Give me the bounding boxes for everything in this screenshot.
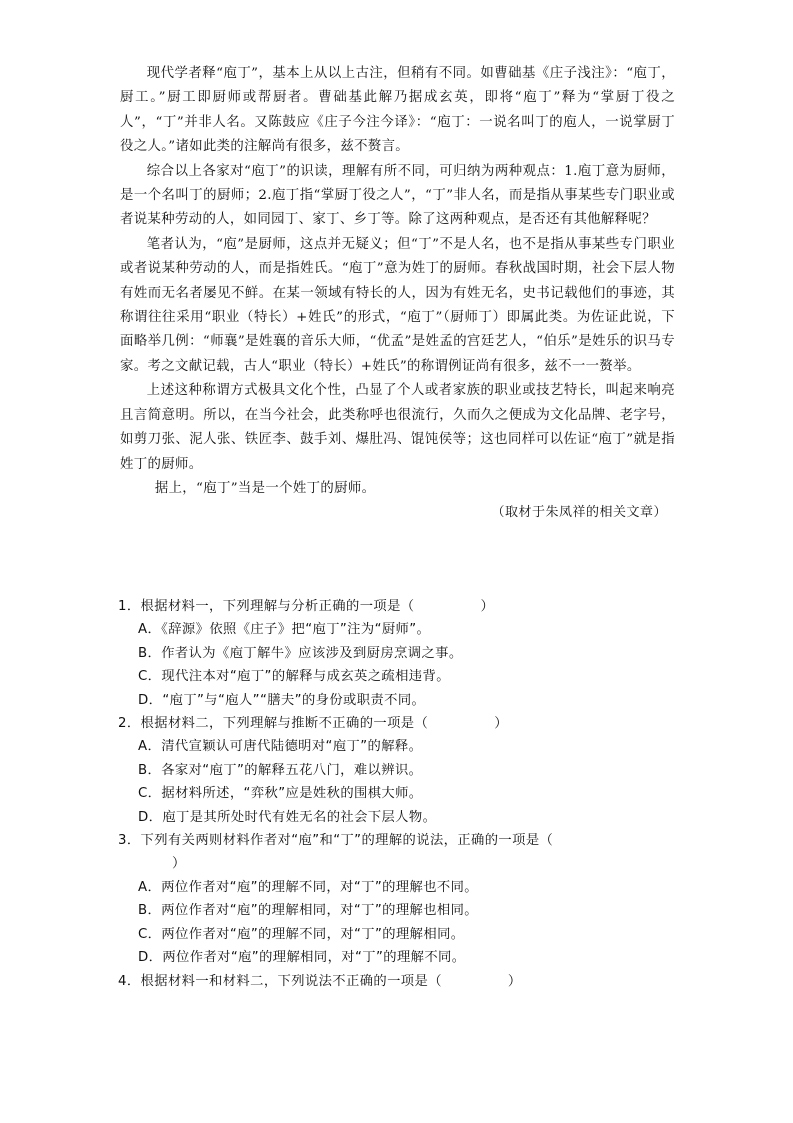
- passage-source: （取材于朱凤祥的相关文章）: [491, 505, 667, 521]
- question-1-option-c: C．现代注本对“庖丁”的解释与成玄英之疏相违背。: [138, 669, 450, 685]
- question-1-option-a: A．《辞源》依照《庄子》把“庖丁”注为“厨师”。: [138, 622, 431, 638]
- passage-paragraph-2: 综合以上各家对“庖丁”的识读，理解有所不同，可归纳为两种观点：1.庖丁意为厨师，是一个名叫丁的厨师；2.庖丁指“掌厨丁役之人”，“丁”非人名，而是指从事某些专门职业或者说某种劳动的人，如同园丁、家丁、乡丁等。除了这两种观点，是否还有其他解释呢？: [120, 163, 675, 228]
- question-list: [118, 595, 678, 993]
- passage-paragraph-5: 据上，“庖丁”当是一个姓丁的厨师。: [154, 480, 376, 496]
- question-1-close: ）: [480, 599, 495, 614]
- question-3-answer-row: [118, 852, 678, 875]
- passage-paragraph-3: 笔者认为，“庖”是厨师，这点并无疑义；但“丁”不是人名，也不是指从事某些专门职业或者说某种劳动的人，而是指姓氏。“庖丁”意为姓丁的厨师。春秋战国时期，社会下层人物有姓而无名者屡见不鲜。在某一领域有特长的人，因为有姓无名，史书记载他们的事迹，其称谓往往采用“职业（特长）+姓氏”的形式，“庖丁”（厨师丁）即属此类。为佐证此说，下面略举几例：“师襄”是姓襄的音乐大师，“优孟”是姓孟的宫廷艺人，“伯乐”是姓乐的识马专家。考之文献记载，古人“职业（特长）+姓氏”的称谓例证尚有很多，兹不一一赘举。: [120, 236, 675, 374]
- question-2-option-c: C．据材料所述，“弈秋”应是姓秋的围棋大师。: [138, 786, 423, 802]
- passage-paragraph-1: 现代学者释“庖丁”，基本上从以上古注，但稍有不同。如曹础基《庄子浅注》：“庖丁，厨工。”厨工即厨师或帮厨者。曹础基此解乃据成玄英，即将“庖丁”释为“掌厨丁役之人”，“丁”并非人名。又陈鼓应《庄子今注今译》：“庖丁：一说名叫丁的庖人，一说掌厨丁役之人。”诸如此类的注解尚有很多，兹不赘言。: [120, 66, 675, 155]
- question-3-close[interactable]: ）: [172, 856, 186, 872]
- question-1-text: 1．根据材料一，下列理解与分析正确的一项是（: [118, 599, 415, 614]
- question-3-stem: 3．下列有关两则材料作者对“庖”和“丁”的理解的说法，正确的一项是（: [118, 833, 554, 849]
- question-2-option-a: A．清代宣颖认可唐代陆德明对“庖丁”的解释。: [138, 739, 423, 755]
- question-3-option-c: C．两位作者对“庖”的理解不同，对“丁”的理解相同。: [138, 926, 465, 942]
- question-4-stem: [118, 970, 678, 993]
- question-3-option-a: A．两位作者对“庖”的理解不同，对“丁”的理解也不同。: [138, 879, 478, 895]
- question-2-option-d: D．庖丁是其所处时代有姓无名的社会下层人物。: [138, 809, 437, 825]
- question-3-option-d: D．两位作者对“庖”的理解相同，对“丁”的理解不同。: [138, 950, 466, 966]
- question-1-option-d: D．“庖丁”与“庖人”“膳夫”的身份或职责不同。: [138, 692, 426, 708]
- question-1-stem: [118, 595, 678, 618]
- question-4-text: 4．根据材料一和材料二，下列说法不正确的一项是（: [118, 973, 442, 989]
- question-3-option-b: B．两位作者对“庖”的理解相同，对“丁”的理解也相同。: [138, 903, 479, 919]
- question-2-stem: [118, 712, 678, 735]
- reading-passage: [120, 62, 675, 525]
- question-2-text: 2．根据材料二，下列理解与推断不正确的一项是（: [118, 716, 429, 732]
- question-2-close: ）: [494, 716, 508, 732]
- question-4-close: ）: [507, 973, 522, 989]
- question-1-option-b: B．作者认为《庖丁解牛》应该涉及到厨房烹调之事。: [138, 645, 463, 661]
- passage-paragraph-4: 上述这种称谓方式极具文化个性，凸显了个人或者家族的职业或技艺特长，叫起来响亮且言简意明。所以，在当今社会，此类称呼也很流行，久而久之便成为文化品牌、老字号，如剪刀张、泥人张、铁匠李、鼓手刘、爆肚冯、馄饨侯等；这也同样可以佐证“庖丁”就是指姓丁的厨师。: [120, 383, 675, 472]
- question-2-option-b: B．各家对“庖丁”的解释五花八门，难以辨识。: [138, 762, 423, 778]
